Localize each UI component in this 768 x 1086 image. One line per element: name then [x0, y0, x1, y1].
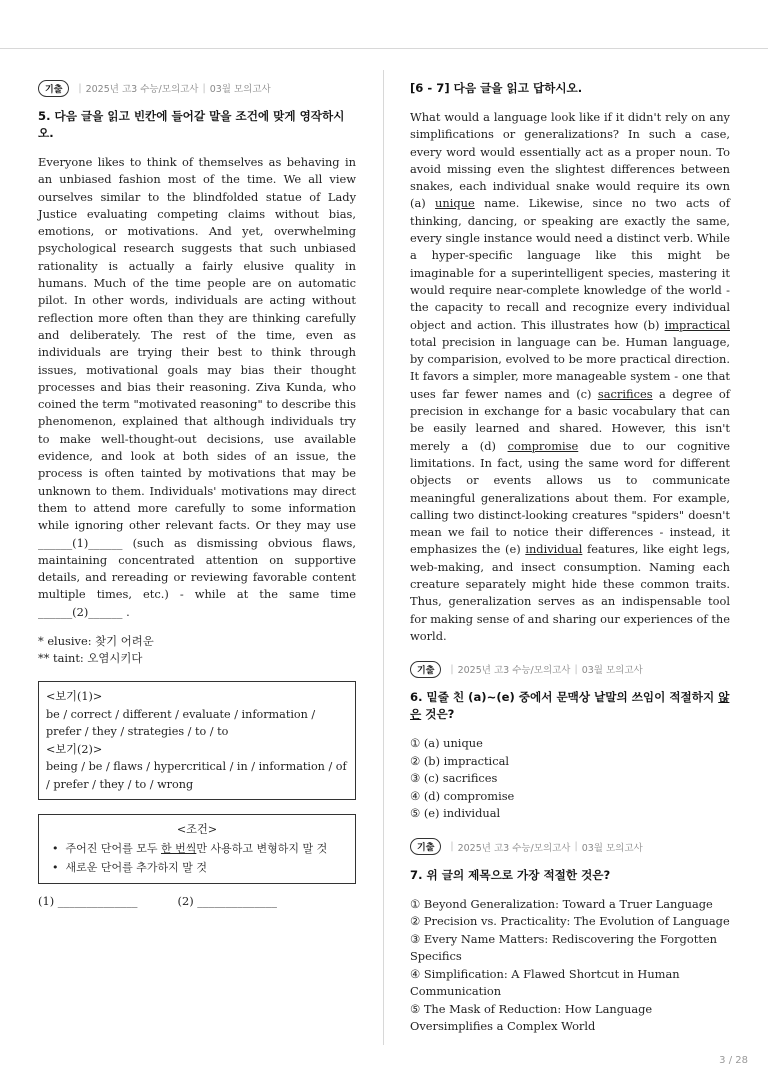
underline-d: compromise	[507, 438, 579, 453]
top-rule	[0, 48, 768, 49]
source-month: 03월 모의고사	[581, 842, 643, 854]
q5-source-tag: 기출 | 2025년 고3 수능/모의고사 | 03월 모의고사	[38, 78, 356, 98]
note-taint: ** taint: 오염시키다	[38, 651, 143, 666]
q6-option-1[interactable]: ① (a) unique	[410, 736, 483, 751]
q7-title: 7. 위 글의 제목으로 가장 적절한 것은?	[410, 867, 611, 882]
q7-option-5[interactable]: ⑤ The Mask of Reduction: How Language Oversimplifies a Complex World	[410, 1001, 653, 1034]
q7-source-tag: 기출 | 2025년 고3 수능/모의고사 | 03월 모의고사	[410, 837, 730, 857]
condition-box	[38, 814, 356, 884]
source-month: 03월 모의고사	[581, 665, 643, 677]
source-exam: 2025년 고3 수능/모의고사	[85, 84, 199, 95]
q5-passage: Everyone likes to think of themselves as behaving in an unbiased fashion most of the time. We all view ourselves similar to the blindfolded statue of Lady Justice evaluating competing claims without bias, emotions, or motivations. And yet, overwhelming psychological research suggests that such unbiased rationality is actually a fairly elusive quality in humans. Much of the time people are on automatic pilot. In other words, individuals are acting without reflection more often than they are thinking carefully and deliberately. The rest of the time, even as individuals are trying their best to think through issues, motivational goals may bias their thought processes and bias their reasoning. Ziva Kunda, who coined the term "motivated reasoning" to describe this phenomenon, explained that although individuals try to make well-thought-out decisions, use available evidence, and look at both sides of an issue, the process is often tainted by motivations that may be unknown to them. Individuals' motivations may direct them to attend more carefully to some information while ignoring other relevant facts. Or they may use ______(1)______ (such as dismissing obvious flaws, maintaining concentrated attention on supportive details, and rereading or reviewing favorable content multiple times, etc.) - while at the same time ______(2)______ .	[38, 155, 356, 619]
answer-blank-1[interactable]: (1) ______________	[38, 893, 138, 908]
bogi1-words: be / correct / different / evaluate / information / prefer / they / strategies / to / to	[46, 707, 316, 739]
q6-source-tag: 기출 | 2025년 고3 수능/모의고사 | 03월 모의고사	[410, 659, 730, 679]
q67-title: [6 - 7] 다음 글을 읽고 답하시오.	[410, 81, 583, 95]
q7-option-2[interactable]: ② Precision vs. Practicality: The Evolution of Language	[410, 914, 730, 929]
bogi2-label: <보기(2)>	[46, 742, 103, 756]
q6-option-2[interactable]: ② (b) impractical	[410, 753, 510, 768]
source-month: 03월 모의고사	[209, 84, 271, 95]
q6-option-5[interactable]: ⑤ (e) individual	[410, 806, 501, 821]
underline-a: unique	[435, 196, 475, 211]
q7-options	[410, 896, 730, 1036]
source-exam: 2025년 고3 수능/모의고사	[457, 842, 571, 854]
source-exam: 2025년 고3 수능/모의고사	[457, 665, 571, 677]
bogi2-words: being / be / flaws / hypercritical / in / information / of / prefer / they / to / wrong	[46, 760, 347, 791]
underline-c: sacrifices	[597, 386, 653, 401]
underline-b: impractical	[664, 317, 730, 332]
condition-1: • 주어진 단어를 모두 한 번씩만 사용하고 변형하지 말 것	[52, 841, 328, 855]
q5-answer-blanks	[38, 894, 356, 908]
answer-blank-2[interactable]: (2) ______________	[177, 893, 277, 908]
source-badge: 기출	[38, 80, 69, 97]
note-elusive: * elusive: 찾기 어려운	[38, 634, 154, 649]
q5-title: 5. 다음 글을 읽고 빈칸에 들어갈 말을 조건에 맞게 영작하시오.	[38, 109, 345, 140]
q7-option-1[interactable]: ① Beyond Generalization: Toward a Truer Language	[410, 896, 713, 911]
right-column	[410, 78, 730, 1036]
underline-e: individual	[525, 542, 583, 557]
source-badge: 기출	[410, 661, 441, 678]
page-number: 3 / 28	[719, 1055, 748, 1066]
bogi-box	[38, 681, 356, 800]
left-column	[38, 78, 356, 908]
q5-notes	[38, 633, 356, 667]
condition-label: <조건>	[176, 823, 218, 837]
column-divider	[383, 70, 384, 1045]
source-badge: 기출	[410, 838, 441, 855]
q67-passage: What would a language look like if it didn't rely on any simplifications or generalizations? In such a case, every word would essentially act as a proper noun. To avoid missing even the slightest differences between snakes, each individual snake would require its own (a) unique name. Likewise, since no two acts of thinking, dancing, or speaking are exactly the same, every single instance would need a distinct verb. While a hyper-specific language like this might be imaginable for a superintelligent species, mastering it would require near-complete knowledge of the world - the capacity to recall and recognize every individual object and action. This illustrates how (b) impractical total precision in language can be. Human language, by comparision, evolved to be more practical direction. It favors a simpler, more manageable system - one that uses far fewer names and (c) sacrifices a degree of precision in exchange for a basic vocabulary that can be easily learned and shared. However, this isn't merely a (d) compromise due to our cognitive limitations. In fact, using the same word for different objects or events allows us to communicate meaningful generalizations about them. For example, calling two distinct-looking creatures "spiders" doesn't mean we fail to notice their differences - instead, it emphasizes the (e) individual features, like eight legs, web-making, and insect consumption. Naming each creature separately might hide these common traits. Thus, generalization serves as an indispensable tool for making sense of and sharing our experiences of the world.	[410, 110, 730, 643]
q7-option-3[interactable]: ③ Every Name Matters: Rediscovering the Forgotten Specifics	[410, 931, 717, 964]
q6-option-3[interactable]: ③ (c) sacrifices	[410, 771, 498, 786]
bogi1-label: <보기(1)>	[46, 690, 103, 704]
q6-option-4[interactable]: ④ (d) compromise	[410, 788, 515, 803]
q6-title: 6. 밑줄 친 (a)~(e) 중에서 문맥상 낱말의 쓰임이 적절하지 않은 것은?	[410, 690, 730, 722]
q6-options	[410, 735, 730, 823]
condition-2: • 새로운 단어를 추가하지 말 것	[52, 860, 207, 874]
q7-option-4[interactable]: ④ Simplification: A Flawed Shortcut in Human Communication	[410, 966, 680, 999]
